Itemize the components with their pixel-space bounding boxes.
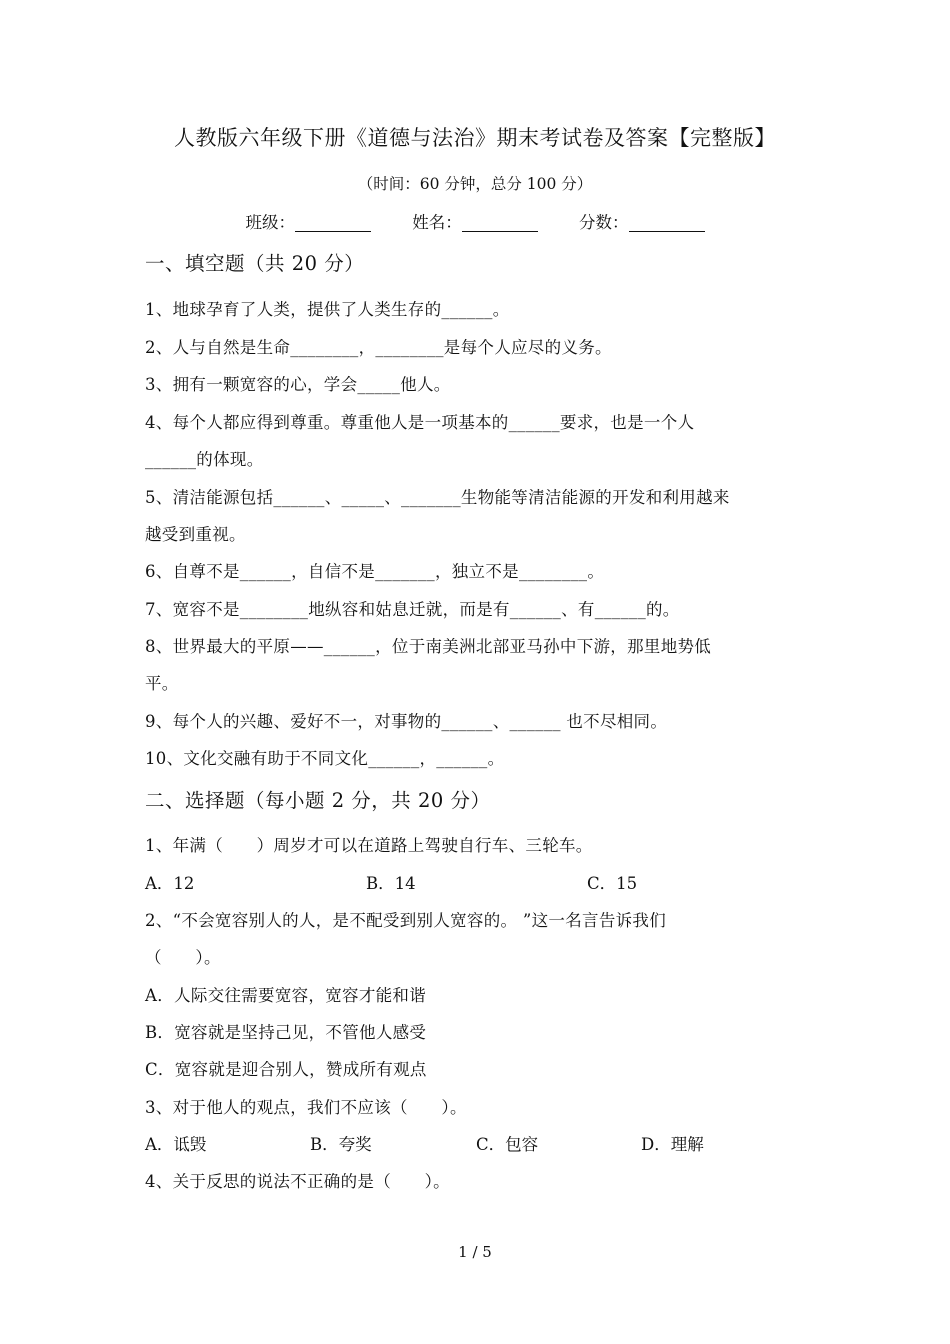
option-c: C．宽容就是迎合别人，赞成所有观点: [145, 1060, 427, 1079]
class-blank: [295, 213, 371, 232]
question-stem: 4、关于反思的说法不正确的是（ ）。: [145, 1172, 450, 1191]
option-b: B．夸奖: [310, 1135, 372, 1154]
option-a: A．诋毁: [145, 1135, 207, 1154]
option-c: C．15: [587, 874, 638, 893]
option-d: D．理解: [641, 1135, 704, 1154]
question-line: ______的体现。: [145, 450, 264, 469]
question-line: 3、拥有一颗宽容的心，学会_____他人。: [145, 375, 451, 394]
question-stem-cont: （ ）。: [145, 948, 221, 967]
question-line: 4、每个人都应得到尊重。尊重他人是一项基本的______要求，也是一个人: [145, 413, 695, 432]
question-stem: 2、“不会宽容别人的人，是不配受到别人宽容的。 ”这一名言告诉我们: [145, 911, 667, 930]
exam-time-info: （时间：60 分钟，总分 100 分）: [357, 175, 593, 193]
question-line: 5、清洁能源包括______、_____、_______生物能等清洁能源的开发和利用越来: [145, 488, 730, 507]
question-line: 9、每个人的兴趣、爱好不一，对事物的______、______ 也不尽相同。: [145, 712, 668, 731]
section-heading-fill-blank: 一、填空题（共 20 分）: [145, 252, 365, 275]
option-a: A．12: [145, 874, 195, 893]
class-label: 班级：: [245, 213, 295, 232]
question-line: 1、地球孕育了人类，提供了人类生存的______。: [145, 300, 510, 319]
name-label: 姓名：: [412, 213, 462, 232]
name-blank: [462, 213, 538, 232]
score-field: [579, 209, 705, 233]
option-b: B．14: [366, 874, 416, 893]
question-line: 6、自尊不是______，自信不是_______，独立不是________。: [145, 562, 605, 581]
page-title: 人教版六年级下册《道德与法治》期末考试卷及答案【完整版】: [174, 126, 776, 150]
question-line: 10、文化交融有助于不同文化______，______。: [145, 749, 505, 768]
question-line: 越受到重视。: [145, 525, 246, 544]
question-line: 7、宽容不是________地纵容和姑息迁就，而是有______、有______的。: [145, 600, 680, 619]
question-stem: 3、对于他人的观点，我们不应该（ ）。: [145, 1098, 467, 1117]
question-line: 2、人与自然是生命________，________是每个人应尽的义务。: [145, 338, 612, 357]
student-info-row: [0, 209, 950, 233]
option-c: C．包容: [476, 1135, 539, 1154]
score-label: 分数：: [579, 213, 629, 232]
question-line: 8、世界最大的平原——______，位于南美洲北部亚马孙中下游，那里地势低: [145, 637, 712, 656]
score-blank: [629, 213, 705, 232]
option-b: B．宽容就是坚持己见，不管他人感受: [145, 1023, 427, 1042]
class-field: [246, 209, 372, 233]
option-a: A．人际交往需要宽容，宽容才能和谐: [145, 986, 427, 1005]
name-field: [412, 209, 538, 233]
page-number: 1 / 5: [458, 1243, 492, 1261]
question-line: 平。: [145, 674, 179, 693]
section-heading-multiple-choice: 二、选择题（每小题 2 分，共 20 分）: [145, 789, 491, 812]
question-stem: 1、年满（ ）周岁才可以在道路上驾驶自行车、三轮车。: [145, 836, 593, 855]
